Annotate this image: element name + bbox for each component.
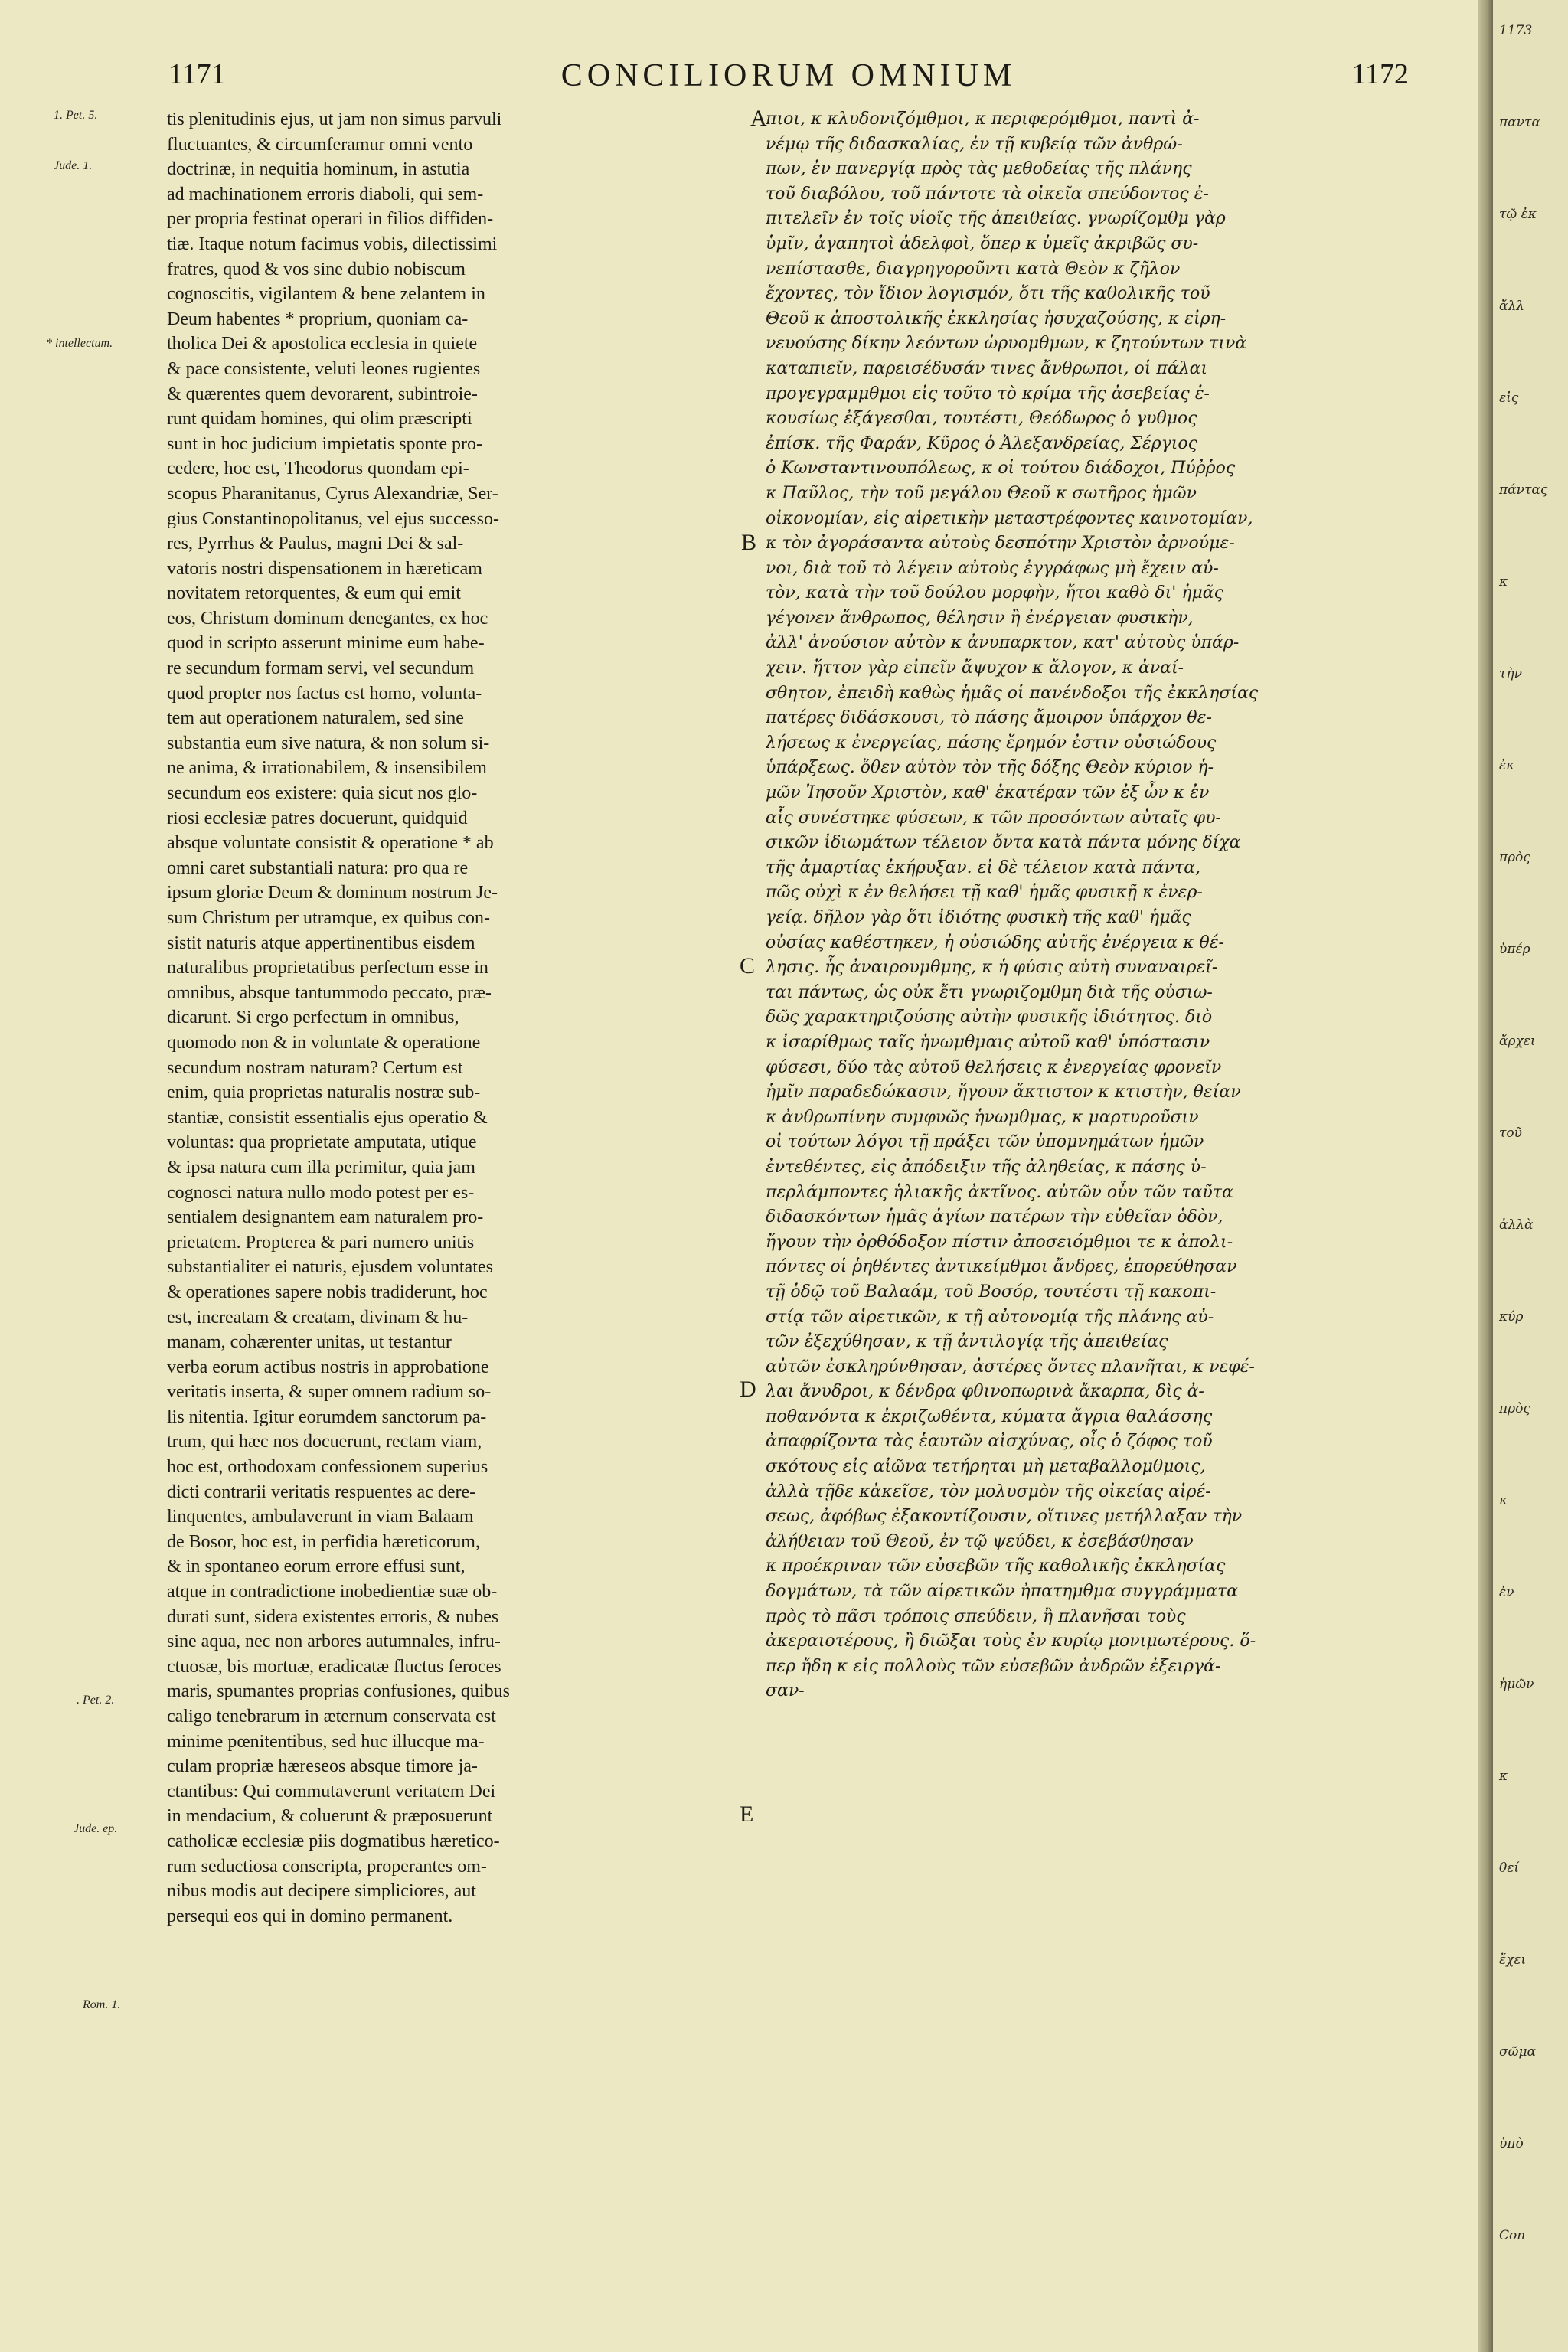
greek-text-line: ἐντεθέντες, εἰς ἀπόδειξιν τῆς ἀληθείας, κ πάσης ὑ- (766, 1157, 1207, 1177)
greek-text-line: οἱ τούτων λόγοι τῇ πράξει τῶν ὑπομνημάτων ἡμῶν (766, 1132, 1204, 1152)
latin-text-line: novitatem retorquentes, & eum qui emit (167, 583, 461, 604)
latin-text-line: minime pœnitentibus, sed huc illucque ma- (167, 1731, 485, 1752)
adjacent-page-fragment: ἐν (1499, 1585, 1514, 1600)
latin-text-line: substantialiter ei naturis, ejusdem voluntates (167, 1257, 493, 1278)
latin-text-line: de Bosor, hoc est, in perfidia hæreticorum, (167, 1531, 480, 1552)
greek-text-line: δογμάτων, τὰ τῶν αἱρετικῶν ἠπατημθμα συγγράμματα (766, 1582, 1239, 1602)
greek-text-line: κ ἀνθρωπίνην συμφυῶς ἡνωμθμας, κ μαρτυροῦσιν (766, 1107, 1199, 1127)
latin-text-line: secundum nostram naturam? Certum est (167, 1057, 463, 1078)
latin-text-line: stantiæ, consistit essentialis ejus operatio & (167, 1107, 488, 1128)
page-header (168, 57, 1409, 103)
latin-text-line: est, increatam & creatam, divinam & hu- (167, 1307, 469, 1328)
latin-text-line: quod in scripto asserunt minime eum habe- (167, 633, 485, 654)
latin-text-line: quod propter nos factus est homo, volunta- (167, 683, 482, 704)
latin-text-line: dicarunt. Si ergo perfectum in omnibus, (167, 1008, 459, 1028)
greek-text-line: πιτελεῖν ἐν τοῖς υἱοῖς τῆς ἀπειθείας. γνωρίζομθμ γὰρ (766, 209, 1226, 229)
latin-text-line: dicti contrarii veritatis respuentes ac dere- (167, 1481, 476, 1502)
latin-text-line: quomodo non & in voluntate & operatione (167, 1032, 481, 1053)
latin-text-line: doctrinæ, in nequitia hominum, in astutia (167, 159, 470, 180)
page-number-left: 1171 (168, 58, 226, 90)
page-number-right: 1172 (1351, 58, 1409, 90)
greek-text-line: περλάμποντες ἡλιακῆς ἀκτῖνος. αὐτῶν οὖν τῶν ταῦτα (766, 1182, 1233, 1202)
latin-text-line: ne anima, & irrationabilem, & insensibilem (167, 758, 487, 779)
greek-text-line: γείᾳ. δῆλον γὰρ ὅτι ἰδιότης φυσικὴ τῆς καθ' ἡμᾶς (766, 908, 1191, 927)
adjacent-page-fragment: πρὸς (1499, 850, 1530, 865)
adjacent-page-fragment: ὑπὸ (1499, 2136, 1524, 2151)
latin-text-line: cedere, hoc est, Theodorus quondam epi- (167, 459, 469, 479)
latin-text-line: & quærentes quem devorarent, subintroie- (167, 384, 478, 404)
latin-text-line: atque in contradictione inobedientiæ suæ ob- (167, 1582, 498, 1602)
greek-text-line: σθητον, ἐπειδὴ καθὼς ἡμᾶς οἱ πανένδοξοι τῆς ἐκκλησίας (766, 683, 1259, 703)
latin-text-line: re secundum formam servi, vel secundum (167, 658, 475, 679)
latin-text-line: sentialem designantem eam naturalem pro- (167, 1207, 484, 1228)
latin-text-line: scopus Pharanitanus, Cyrus Alexandriæ, Ser- (167, 483, 498, 504)
greek-text-line: κ ἰσαρίθμως ταῖς ἡνωμθμαις αὐτοῦ καθ' ὑπόστασιν (766, 1032, 1210, 1052)
latin-text-line: ctantibus: Qui commutaverunt veritatem Dei (167, 1781, 496, 1802)
latin-text-line: veritatis inserta, & super omnem radium so- (167, 1382, 492, 1403)
greek-text-line: περ ἤδη κ εἰς πολλοὺς τῶν εὐσεβῶν ἀνδρῶν ἐξειργά- (766, 1656, 1221, 1676)
margin-note: * intellectum. (46, 337, 113, 350)
latin-text-line: persequi eos qui in domino permanent. (167, 1906, 453, 1926)
greek-text-line: κουσίως ἐξάγεσθαι, τουτέστι, Θεόδωρος ὁ γυθμος (766, 409, 1197, 429)
latin-text-line: & ipsa natura cum illa perimitur, quia jam (167, 1157, 475, 1178)
latin-text-line: tis plenitudinis ejus, ut jam non simus parvuli (167, 109, 502, 129)
adjacent-page-fragment: κύρ (1499, 1309, 1524, 1325)
latin-text-line: omni caret substantiali natura: pro qua re (167, 858, 469, 878)
latin-text-line: cognosci natura nullo modo potest per es- (167, 1182, 475, 1203)
adjacent-page-fragment: 1173 (1499, 23, 1533, 38)
greek-text-line: ποθανόντα κ ἐκριζωθέντα, κύματα ἄγρια θαλάσσης (766, 1406, 1213, 1426)
section-marker-e: E (740, 1802, 754, 1827)
latin-text-line: tholica Dei & apostolica ecclesia in quiete (167, 334, 478, 354)
latin-text-line: runt quidam homines, qui olim præscripti (167, 409, 472, 430)
latin-text-line: Deum habentes * proprium, quoniam ca- (167, 309, 469, 329)
greek-text-line: ὁ Κωνσταντινουπόλεως, κ οἱ τούτου διάδοχοι, Πύῤῥος (766, 459, 1236, 479)
greek-text-line: μῶν Ἰησοῦν Χριστὸν, καθ' ἑκατέραν τῶν ἐξ ὧν κ ἐν (766, 783, 1210, 803)
latin-text-line: sunt in hoc judicium impietatis sponte pro- (167, 433, 482, 454)
greek-text-line: σαν- (766, 1681, 805, 1701)
greek-text-line: λησις. ἧς ἀναιρουμθμης, κ ἡ φύσις αὐτὴ συναναιρεῖ- (766, 958, 1218, 978)
latin-text-line: tiæ. Itaque notum facimus vobis, dilectissimi (167, 234, 498, 254)
latin-text-line: fluctuantes, & circumferamur omni vento (167, 134, 473, 155)
adjacent-page-fragment: ἔχει (1499, 1952, 1527, 1968)
greek-text-line: ἤγουν τὴν ὀρθόδοξον πίστιν ἀποσειόμθμοι τε κ ἀπολι- (766, 1232, 1233, 1252)
latin-text-line: caligo tenebrarum in æternum conservata est (167, 1707, 496, 1726)
latin-text-line: manam, cohærenter unitas, ut testantur (167, 1332, 452, 1353)
latin-text-line: voluntas: qua proprietate amputata, utique (167, 1132, 477, 1153)
greek-text-line: κ Παῦλος, τὴν τοῦ μεγάλου Θεοῦ κ σωτῆρος ἡμῶν (766, 483, 1197, 503)
greek-text-line: διδασκόντων ἡμᾶς ἁγίων πατέρων τὴν εὐθεῖαν ὁδὸν, (766, 1207, 1223, 1227)
latin-text-line: riosi ecclesiæ patres docuerunt, quidquid (167, 808, 468, 828)
greek-text-line: αὐτῶν ἐσκληρύνθησαν, ἀστέρες ὄντες πλανῆται, κ νεφέ- (766, 1357, 1255, 1377)
latin-text-line: prietatem. Propterea & pari numero unitis (167, 1232, 475, 1253)
greek-text-line: Θεοῦ κ ἀποστολικῆς ἐκκλησίας ἡσυχαζούσης, κ εἰρη- (766, 309, 1227, 328)
adjacent-page-fragment: Con (1499, 2228, 1526, 2243)
latin-text-line: cognoscitis, vigilantem & bene zelantem in (167, 284, 485, 305)
greek-text-line: δῶς χαρακτηριζούσης αὐτὴν φυσικῆς ἰδιότητος. διὸ (766, 1008, 1213, 1027)
greek-text-line: νευούσης δίκην λεόντων ὠρυομθμων, κ ζητούντων τινὰ (766, 334, 1247, 354)
adjacent-page-fragment: ἄλλ (1499, 299, 1525, 314)
latin-text-column (167, 107, 749, 1929)
latin-text-line: catholicæ ecclesiæ piis dogmatibus hæretico- (167, 1831, 500, 1851)
greek-text-line: τῇ ὁδῷ τοῦ Βαλαάμ, τοῦ Βοσόρ, τουτέστι τῇ κακοπι- (766, 1282, 1217, 1302)
latin-text-line: enim, quia proprietas naturalis nostræ sub- (167, 1083, 481, 1103)
latin-text-line: sum Christum per utramque, ex quibus con- (167, 908, 490, 928)
greek-text-line: πατέρες διδάσκουσι, τὸ πάσης ἄμοιρον ὑπάρχον θε- (766, 708, 1212, 728)
greek-text-line: πῶς οὐχὶ κ ἐν θελήσει τῇ καθ' ἡμᾶς φυσικῇ κ ἐνερ- (766, 883, 1203, 903)
greek-text-line: ἀλήθειαν τοῦ Θεοῦ, ἐν τῷ ψεύδει, κ ἐσεβάσθησαν (766, 1531, 1194, 1551)
latin-text-line: absque voluntate consistit & operatione * ab (167, 833, 494, 854)
adjacent-page-fragment: ἡμῶν (1499, 1677, 1534, 1692)
latin-text-line: gius Constantinopolitanus, vel ejus successo- (167, 508, 499, 529)
latin-text-line: verba eorum actibus nostris in approbatione (167, 1357, 489, 1377)
greek-text-line: πιοι, κ κλυδονιζόμθμοι, κ περιφερόμθμοι, παντὶ ἀ- (766, 109, 1200, 129)
margin-note: 1. Pet. 5. (54, 109, 98, 122)
latin-text-line: & in spontaneo eorum errore effusi sunt, (167, 1557, 466, 1577)
latin-text-line: linquentes, ambulaverunt in viam Balaam (167, 1507, 474, 1527)
greek-text-line: πρὸς τὸ πᾶσι τρόποις σπεύδειν, ἢ πλανῆσαι τοὺς (766, 1606, 1186, 1626)
latin-text-line: secundum eos existere: quia sicut nos glo- (167, 783, 478, 804)
adjacent-page-fragment: τὴν (1499, 666, 1522, 681)
adjacent-page-fragment: πάντας (1499, 482, 1548, 498)
latin-text-line: ipsum gloriæ Deum & dominum nostrum Je- (167, 883, 498, 903)
margin-note: Jude. 1. (54, 159, 93, 172)
latin-text-line: sistit naturis atque appertinentibus eisdem (167, 933, 475, 953)
greek-text-line: πων, ἐν πανεργίᾳ πρὸς τὰς μεθοδείας τῆς πλάνης (766, 159, 1192, 179)
latin-text-line: maris, spumantes proprias confusiones, quibus (167, 1681, 510, 1702)
greek-text-line: ἀπαφρίζοντα τὰς ἑαυτῶν αἰσχύνας, οἷς ὁ ζόφος τοῦ (766, 1432, 1213, 1452)
adjacent-page-edge (1493, 0, 1568, 2352)
adjacent-page-fragment: παντα (1499, 115, 1540, 130)
greek-text-line: τῶν ἐξεχύθησαν, κ τῇ ἀντιλογίᾳ τῆς ἀπειθείας (766, 1332, 1168, 1352)
latin-text-line: naturalibus proprietatibus perfectum esse in (167, 958, 488, 978)
margin-note: Jude. ep. (74, 1822, 118, 1835)
greek-text-line: ὑπάρξεως. ὅθεν αὐτὸν τὸν τῆς δόξης Θεὸν κύριον ἡ- (766, 758, 1214, 778)
adjacent-page-fragment: πρὸς (1499, 1401, 1530, 1416)
adjacent-page-fragment: ἄρχει (1499, 1034, 1536, 1049)
greek-text-line: οὐσίας καθέστηκεν, ἡ οὐσιώδης αὐτῆς ἐνέργεια κ θέ- (766, 933, 1224, 952)
latin-text-line: trum, qui hæc nos docuerunt, rectam viam, (167, 1432, 482, 1452)
margin-note: . Pet. 2. (77, 1694, 115, 1707)
greek-text-line: τοῦ διαβόλου, τοῦ πάντοτε τὰ οἰκεῖα σπεύδοντος ἐ- (766, 184, 1209, 204)
greek-text-line: τῆς ἁμαρτίας ἐκήρυξαν. εἰ δὲ τέλειον κατὰ πάντα, (766, 858, 1201, 877)
greek-text-line: ἀλλὰ τῇδε κἀκεῖσε, τὸν μολυσμὸν τῆς οἰκείας αἱρέ- (766, 1481, 1211, 1501)
greek-text-line: προγεγραμμθμοι εἰς τοῦτο τὸ κρίμα τῆς ἀσεβείας ἑ- (766, 384, 1210, 403)
greek-text-line: καταπιεῖν, παρεισέδυσάν τινες ἄνθρωποι, οἱ πάλαι (766, 358, 1208, 378)
greek-text-line: αἷς συνέστηκε φύσεων, κ τῶν προσόντων αὐταῖς φυ- (766, 808, 1221, 828)
adjacent-page-fragment: κ (1499, 1769, 1508, 1784)
adjacent-page-fragment: κ (1499, 1493, 1508, 1508)
latin-text-line: tem aut operationem naturalem, sed sine (167, 708, 464, 729)
greek-text-line: οἰκονομίαν, εἰς αἱρετικὴν μεταστρέφοντες καινοτομίαν, (766, 508, 1253, 528)
greek-text-line: ἀκεραιοτέρους, ἢ διῶξαι τοὺς ἐν κυρίῳ μονιμωτέρους. ὅ- (766, 1632, 1256, 1651)
latin-text-line: sine aqua, nec non arbores autumnales, infru- (167, 1632, 501, 1652)
latin-text-line: substantia eum sive natura, & non solum si- (167, 733, 490, 753)
latin-text-line: & operationes sapere nobis tradiderunt, hoc (167, 1282, 488, 1302)
adjacent-page-fragment: θεί (1499, 1860, 1520, 1876)
greek-text-line: λαι ἄνυδροι, κ δένδρα φθινοπωρινὰ ἄκαρπα, δὶς ἀ- (766, 1382, 1204, 1402)
greek-text-line: κ προέκριναν τῶν εὐσεβῶν τῆς καθολικῆς ἐκκλησίας (766, 1557, 1226, 1576)
greek-text-line: στίᾳ τῶν αἱρετικῶν, κ τῇ αὐτονομίᾳ τῆς πλάνης αὐ- (766, 1307, 1214, 1327)
latin-text-line: rum seductiosa conscripta, properantes om- (167, 1856, 487, 1877)
greek-text-line: φύσεσι, δύο τὰς αὐτοῦ θελήσεις κ ἐνεργείας φρονεῖν (766, 1057, 1222, 1077)
greek-text-line: νέμῳ τῆς διδασκαλίας, ἐν τῇ κυβείᾳ τῶν ἀνθρώ- (766, 134, 1183, 154)
greek-text-line: σεως, ἀφόβως ἐξακοντίζουσιν, οἵτινες μετήλλαξαν τὴν (766, 1507, 1243, 1527)
greek-text-column (766, 107, 1409, 1704)
adjacent-page-fragment: σῶμα (1499, 2044, 1536, 2060)
greek-text-line: κ τὸν ἀγοράσαντα αὐτοὺς δεσπότην Χριστὸν ἀρνούμε- (766, 534, 1235, 554)
latin-text-line: vatoris nostri dispensationem in hæreticam (167, 558, 482, 579)
section-marker-b: B (741, 530, 757, 555)
latin-text-line: culam propriæ hæreseos absque timore ja- (167, 1756, 478, 1777)
book-gutter-shadow (1478, 0, 1493, 2352)
greek-text-line: λήσεως κ ἐνεργείας, πάσης ἔρημόν ἐστιν οὐσιώδους (766, 733, 1217, 753)
greek-text-line: πόντες οἱ ῥηθέντες ἀντικείμθμοι ἄνδρες, ἐπορεύθησαν (766, 1257, 1237, 1277)
greek-text-line: νοι, διὰ τοῦ τὸ λέγειν αὐτοὺς ἐγγράφως μὴ ἔχειν αὐ- (766, 558, 1219, 578)
greek-text-line: ἔχοντες, τὸν ἴδιον λογισμόν, ὅτι τῆς καθολικῆς τοῦ (766, 284, 1210, 304)
greek-text-line: ται πάντως, ὡς οὐκ ἔτι γνωριζομθμη διὰ τῆς οὐσιω- (766, 982, 1213, 1002)
adjacent-page-fragment: κ (1499, 574, 1508, 590)
greek-text-line: τὸν, κατὰ τὴν τοῦ δούλου μορφὴν, ἤτοι καθὸ δι' ἡμᾶς (766, 583, 1223, 603)
latin-text-line: in mendacium, & coluerunt & præposuerunt (167, 1806, 493, 1827)
adjacent-page-fragment: εἰς (1499, 390, 1519, 406)
adjacent-page-fragment: τοῦ (1499, 1125, 1522, 1141)
latin-text-line: eos, Christum dominum denegantes, ex hoc (167, 608, 488, 629)
latin-text-line: hoc est, orthodoxam confessionem superius (167, 1457, 488, 1478)
greek-text-line: ἀλλ' ἀνούσιον αὐτὸν κ ἀνυπαρκτον, κατ' αὐτοὺς ὑπάρ- (766, 633, 1240, 653)
section-marker-a: A (750, 106, 767, 131)
greek-text-line: ἡμῖν παραδεδώκασιν, ἤγουν ἄκτιστον κ κτιστὴν, θείαν (766, 1083, 1241, 1102)
latin-text-line: & pace consistente, veluti leones rugientes (167, 358, 481, 379)
margin-note: Rom. 1. (83, 1998, 121, 2011)
section-marker-d: D (740, 1377, 756, 1402)
latin-text-line: res, Pyrrhus & Paulus, magni Dei & sal- (167, 534, 464, 554)
latin-text-line: fratres, quod & vos sine dubio nobiscum (167, 259, 466, 279)
greek-text-line: ἐπίσκ. τῆς Φαράν, Κῦρος ὁ Ἀλεξανδρείας, Σέργιος (766, 433, 1197, 453)
latin-text-line: omnibus, absque tantummodo peccato, præ- (167, 982, 492, 1003)
section-marker-c: C (740, 953, 756, 978)
greek-text-line: νεπίστασθε, διαγρηγοροῦντι κατὰ Θεὸν κ ζῆλον (766, 259, 1181, 279)
greek-text-line: χειν. ἥττον γὰρ εἰπεῖν ἄψυχον κ ἄλογον, κ ἀναί- (766, 658, 1184, 678)
adjacent-page-fragment: ἐκ (1499, 758, 1515, 773)
greek-text-line: ὑμῖν, ἀγαπητοὶ ἀδελφοὶ, ὅπερ κ ὑμεῖς ἀκριβῶς συ- (766, 234, 1199, 253)
adjacent-page-fragment: ὑπέρ (1499, 942, 1530, 957)
greek-text-line: γέγονεν ἄνθρωπος, θέλησιν ἢ ἐνέργειαν φυσικὴν, (766, 608, 1194, 628)
latin-text-line: durati sunt, sidera existentes erroris, & nubes (167, 1606, 499, 1627)
latin-text-line: ctuosæ, bis mortuæ, eradicatæ fluctus feroces (167, 1656, 501, 1677)
latin-text-line: ad machinationem erroris diaboli, qui sem- (167, 184, 484, 204)
latin-text-line: lis nitentia. Igitur eorumdem sanctorum pa- (167, 1406, 487, 1427)
latin-text-line: nibus modis aut decipere simpliciores, aut (167, 1881, 476, 1902)
adjacent-page-fragment: τῷ ἐκ (1499, 207, 1537, 222)
greek-text-line: σικῶν ἰδιωμάτων τέλειον ὄντα κατὰ πάντα μόνης δίχα (766, 833, 1241, 853)
latin-text-line: per propria festinat operari in filios diffiden- (167, 209, 494, 230)
adjacent-page-fragment: ἀλλὰ (1499, 1217, 1534, 1233)
greek-text-line: σκότους εἰς αἰῶνα τετήρηται μὴ μεταβαλλομθμοις, (766, 1457, 1206, 1477)
running-title: CONCILIORUM OMNIUM (560, 58, 1017, 93)
